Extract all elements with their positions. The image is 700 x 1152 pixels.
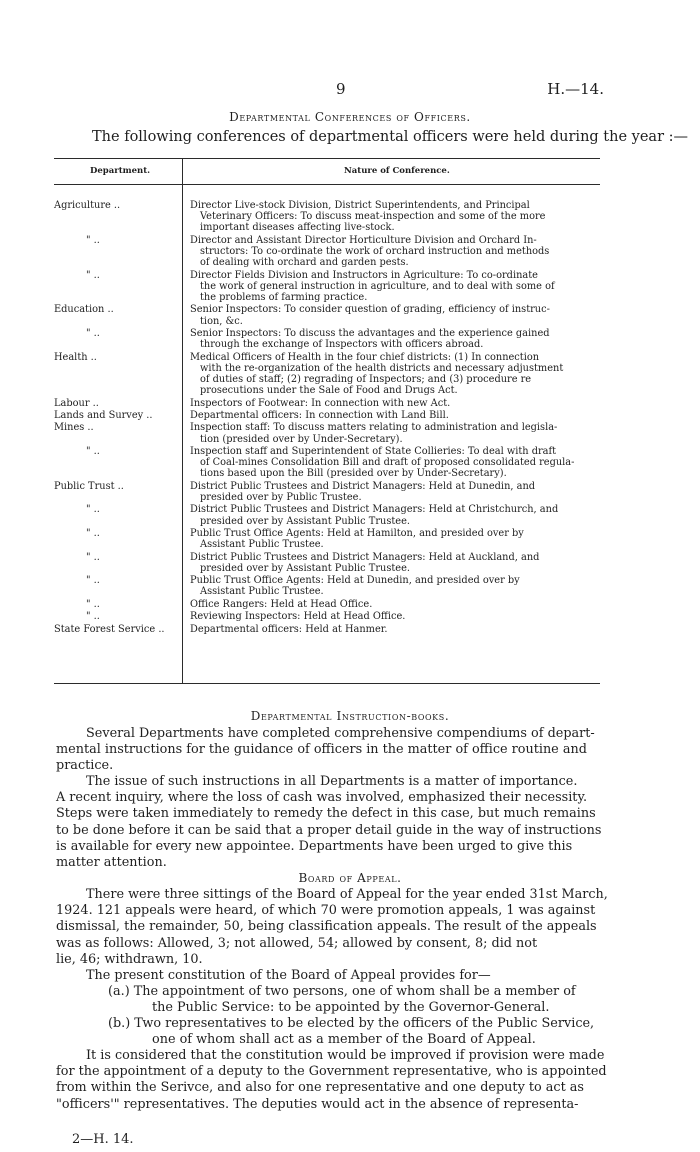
nature-line: Director and Assistant Director Horticulture Division and Orchard In- xyxy=(190,234,537,246)
text-line: The issue of such instructions in all Departments is a matter of importance. xyxy=(86,774,578,789)
board-of-appeal-item-a xyxy=(56,984,592,1016)
text-line: It is considered that the constitution would be improved if provision were made xyxy=(86,1048,605,1063)
row-nature xyxy=(190,410,598,421)
nature-line: Senior Inspectors: To consider question of grading, efficiency of instruc- xyxy=(190,304,550,316)
nature-line: Reviewing Inspectors: Held at Head Office. xyxy=(190,611,406,623)
board-of-appeal-para-1 xyxy=(56,887,608,968)
text-line: Several Departments have completed comprehensive compendiums of depart- xyxy=(86,726,595,741)
row-department: Mines .. xyxy=(54,422,94,434)
nature-line: prosecutions under the Sale of Food and Drugs Act. xyxy=(200,385,458,397)
document-reference: H.—14. xyxy=(547,80,604,98)
row-nature xyxy=(190,528,598,550)
text-line: A recent inquiry, where the loss of cash was involved, emphasized their necessity. xyxy=(56,790,588,806)
row-department: Agriculture .. xyxy=(54,200,121,211)
row-nature xyxy=(190,328,598,350)
nature-line: District Public Trustees and District Managers: Held at Auckland, and xyxy=(190,551,540,563)
nature-line: District Public Trustees and District Managers: Held at Dunedin, and xyxy=(190,480,536,492)
row-nature xyxy=(190,235,598,269)
page-number: 9 xyxy=(336,80,346,98)
board-of-appeal-item-b xyxy=(56,1016,595,1048)
row-department: " .. xyxy=(86,328,100,339)
row-nature xyxy=(190,611,598,622)
nature-line: Departmental officers: In connection with Land Bill. xyxy=(190,410,449,421)
instruction-books-para-2 xyxy=(56,774,602,871)
board-of-appeal-para-3 xyxy=(56,1048,607,1113)
nature-line: Public Trust Office Agents: Held at Hamilton, and presided over by xyxy=(190,528,524,539)
board-of-appeal-para-2 xyxy=(56,968,592,984)
text-line: the Public Service: to be appointed by the Governor-General. xyxy=(152,1000,550,1016)
row-nature xyxy=(190,422,598,444)
nature-line: presided over by Public Trustee. xyxy=(200,492,362,503)
row-nature xyxy=(190,270,598,304)
nature-line: Assistant Public Trustee. xyxy=(200,586,324,598)
nature-line: Veterinary Officers: To discuss meat-inspection and some of the more xyxy=(200,211,546,223)
nature-line: Office Rangers: Held at Head Office. xyxy=(190,598,373,610)
nature-line: of Coal-mines Consolidation Bill and draft of proposed consolidated regula- xyxy=(200,457,575,469)
nature-line: tions based upon the Bill (presided over by Under-Secretary). xyxy=(200,468,507,480)
row-department: Health .. xyxy=(54,351,97,363)
row-department: Education .. xyxy=(54,304,114,316)
row-nature xyxy=(190,200,598,234)
nature-line: presided over by Assistant Public Trustee. xyxy=(200,562,410,574)
text-line: from within the Serivce, and also for one representative and one deputy to act as xyxy=(56,1080,584,1096)
nature-line: of duties of staff; (2) regrading of Inspectors; and (3) procedure re xyxy=(200,374,532,385)
nature-line: Assistant Public Trustee. xyxy=(200,539,324,551)
row-nature xyxy=(190,504,598,526)
text-line: 1924. 121 appeals were heard, of which 70 were promotion appeals, 1 was against xyxy=(56,903,596,919)
text-line: for the appointment of a deputy to the Government representative, who is appointed xyxy=(56,1064,607,1080)
column-header-department: Department. xyxy=(90,166,151,176)
text-line: one of whom shall act as a member of the Board of Appeal. xyxy=(152,1032,536,1048)
text-line: to be done before it can be said that a proper detail guide in the way of instructions xyxy=(56,822,602,838)
text-line: The present constitution of the Board of Appeal provides for— xyxy=(86,968,491,983)
row-department: " .. xyxy=(86,575,100,587)
nature-line: Public Trust Office Agents: Held at Dunedin, and presided over by xyxy=(190,575,520,587)
row-department: " .. xyxy=(86,528,100,539)
nature-line: Director Live-stock Division, District Superintendents, and Principal xyxy=(190,200,530,211)
row-department: " .. xyxy=(86,269,100,281)
conferences-intro: The following conferences of departmental officers were held during the year :— xyxy=(92,129,688,145)
row-department: Public Trust .. xyxy=(54,480,124,492)
text-line: lie, 46; withdrawn, 10. xyxy=(56,951,203,967)
text-line: (b.) Two representatives to be elected by the officers of the Public Service, xyxy=(108,1016,595,1031)
text-line: practice. xyxy=(56,758,114,774)
text-line: Steps were taken immediately to remedy the defect in this case, but much remains xyxy=(56,806,596,822)
nature-line: the problems of farming practice. xyxy=(200,292,368,303)
instruction-books-para-1 xyxy=(56,726,595,775)
row-department: " .. xyxy=(86,446,100,457)
nature-line: with the re-organization of the health districts and necessary adjustment xyxy=(200,362,564,374)
nature-line: tion (presided over by Under-Secretary). xyxy=(200,433,403,445)
text-line: is available for every new appointee. Departments have been urged to give this xyxy=(56,838,573,854)
nature-line: structors: To co-ordinate the work of orchard instruction and methods xyxy=(200,246,550,257)
row-nature xyxy=(190,446,598,480)
nature-line: Director Fields Division and Instructors in Agriculture: To co-ordinate xyxy=(190,269,538,281)
row-department: " .. xyxy=(86,234,100,246)
row-nature xyxy=(190,304,598,326)
row-nature xyxy=(190,552,598,574)
row-nature xyxy=(190,624,598,635)
nature-line: Inspection staff: To discuss matters relating to administration and legisla- xyxy=(190,422,558,434)
row-department: Lands and Survey .. xyxy=(54,410,153,421)
table-header-rule xyxy=(54,184,600,185)
nature-line: the work of general instruction in agriculture, and to deal with some of xyxy=(200,280,555,292)
row-department: State Forest Service .. xyxy=(54,623,165,635)
row-nature xyxy=(190,599,598,610)
conferences-title: Departmental Conferences of Officers. xyxy=(229,110,471,124)
column-header-nature: Nature of Conference. xyxy=(344,166,450,176)
row-nature xyxy=(190,481,598,503)
nature-line: District Public Trustees and District Managers: Held at Christchurch, and xyxy=(190,504,559,516)
row-department: Labour .. xyxy=(54,397,99,409)
row-nature xyxy=(190,398,598,409)
text-line: was as follows: Allowed, 3; not allowed, 54; allowed by consent, 8; did not xyxy=(56,935,538,951)
text-line: "officers'" representatives. The deputies would act in the absence of representa- xyxy=(56,1096,579,1112)
row-department: " .. xyxy=(86,504,100,516)
text-line: (a.) The appointment of two persons, one of whom shall be a member of xyxy=(108,984,576,999)
nature-line: Senior Inspectors: To discuss the advantages and the experience gained xyxy=(190,328,550,339)
nature-line: Departmental officers: Held at Hanmer. xyxy=(190,623,388,635)
row-department: " .. xyxy=(86,551,100,563)
text-line: dismissal, the remainder, 50, being classification appeals. The result of the appeals xyxy=(56,919,597,935)
nature-line: Inspectors of Footwear: In connection with new Act. xyxy=(190,397,451,409)
row-nature xyxy=(190,352,598,397)
nature-line: Medical Officers of Health in the four chief districts: (1) In connection xyxy=(190,351,540,363)
table-top-rule xyxy=(54,158,600,159)
text-line: matter attention. xyxy=(56,855,167,871)
instruction-books-title: Departmental Instruction-books. xyxy=(250,709,450,723)
nature-line: tion, &c. xyxy=(200,315,243,327)
row-department: " .. xyxy=(86,611,100,623)
nature-line: through the exchange of Inspectors with officers abroad. xyxy=(200,339,484,351)
nature-line: important diseases affecting live-stock. xyxy=(200,222,395,234)
nature-line: presided over by Assistant Public Trustee. xyxy=(200,515,410,527)
text-line: mental instructions for the guidance of officers in the matter of office routine and xyxy=(56,742,587,758)
nature-line: of dealing with orchard and garden pests. xyxy=(200,257,409,269)
row-nature xyxy=(190,575,598,597)
conferences-table xyxy=(54,154,600,684)
table-bottom-rule xyxy=(54,683,600,684)
nature-line: Inspection staff and Superintendent of State Collieries: To deal with draft xyxy=(190,446,557,457)
row-department: " .. xyxy=(86,598,100,610)
text-line: There were three sittings of the Board of Appeal for the year ended 31st March, xyxy=(86,887,608,902)
footer-signature: 2—H. 14. xyxy=(72,1132,134,1147)
board-of-appeal-title: Board of Appeal. xyxy=(298,871,402,885)
